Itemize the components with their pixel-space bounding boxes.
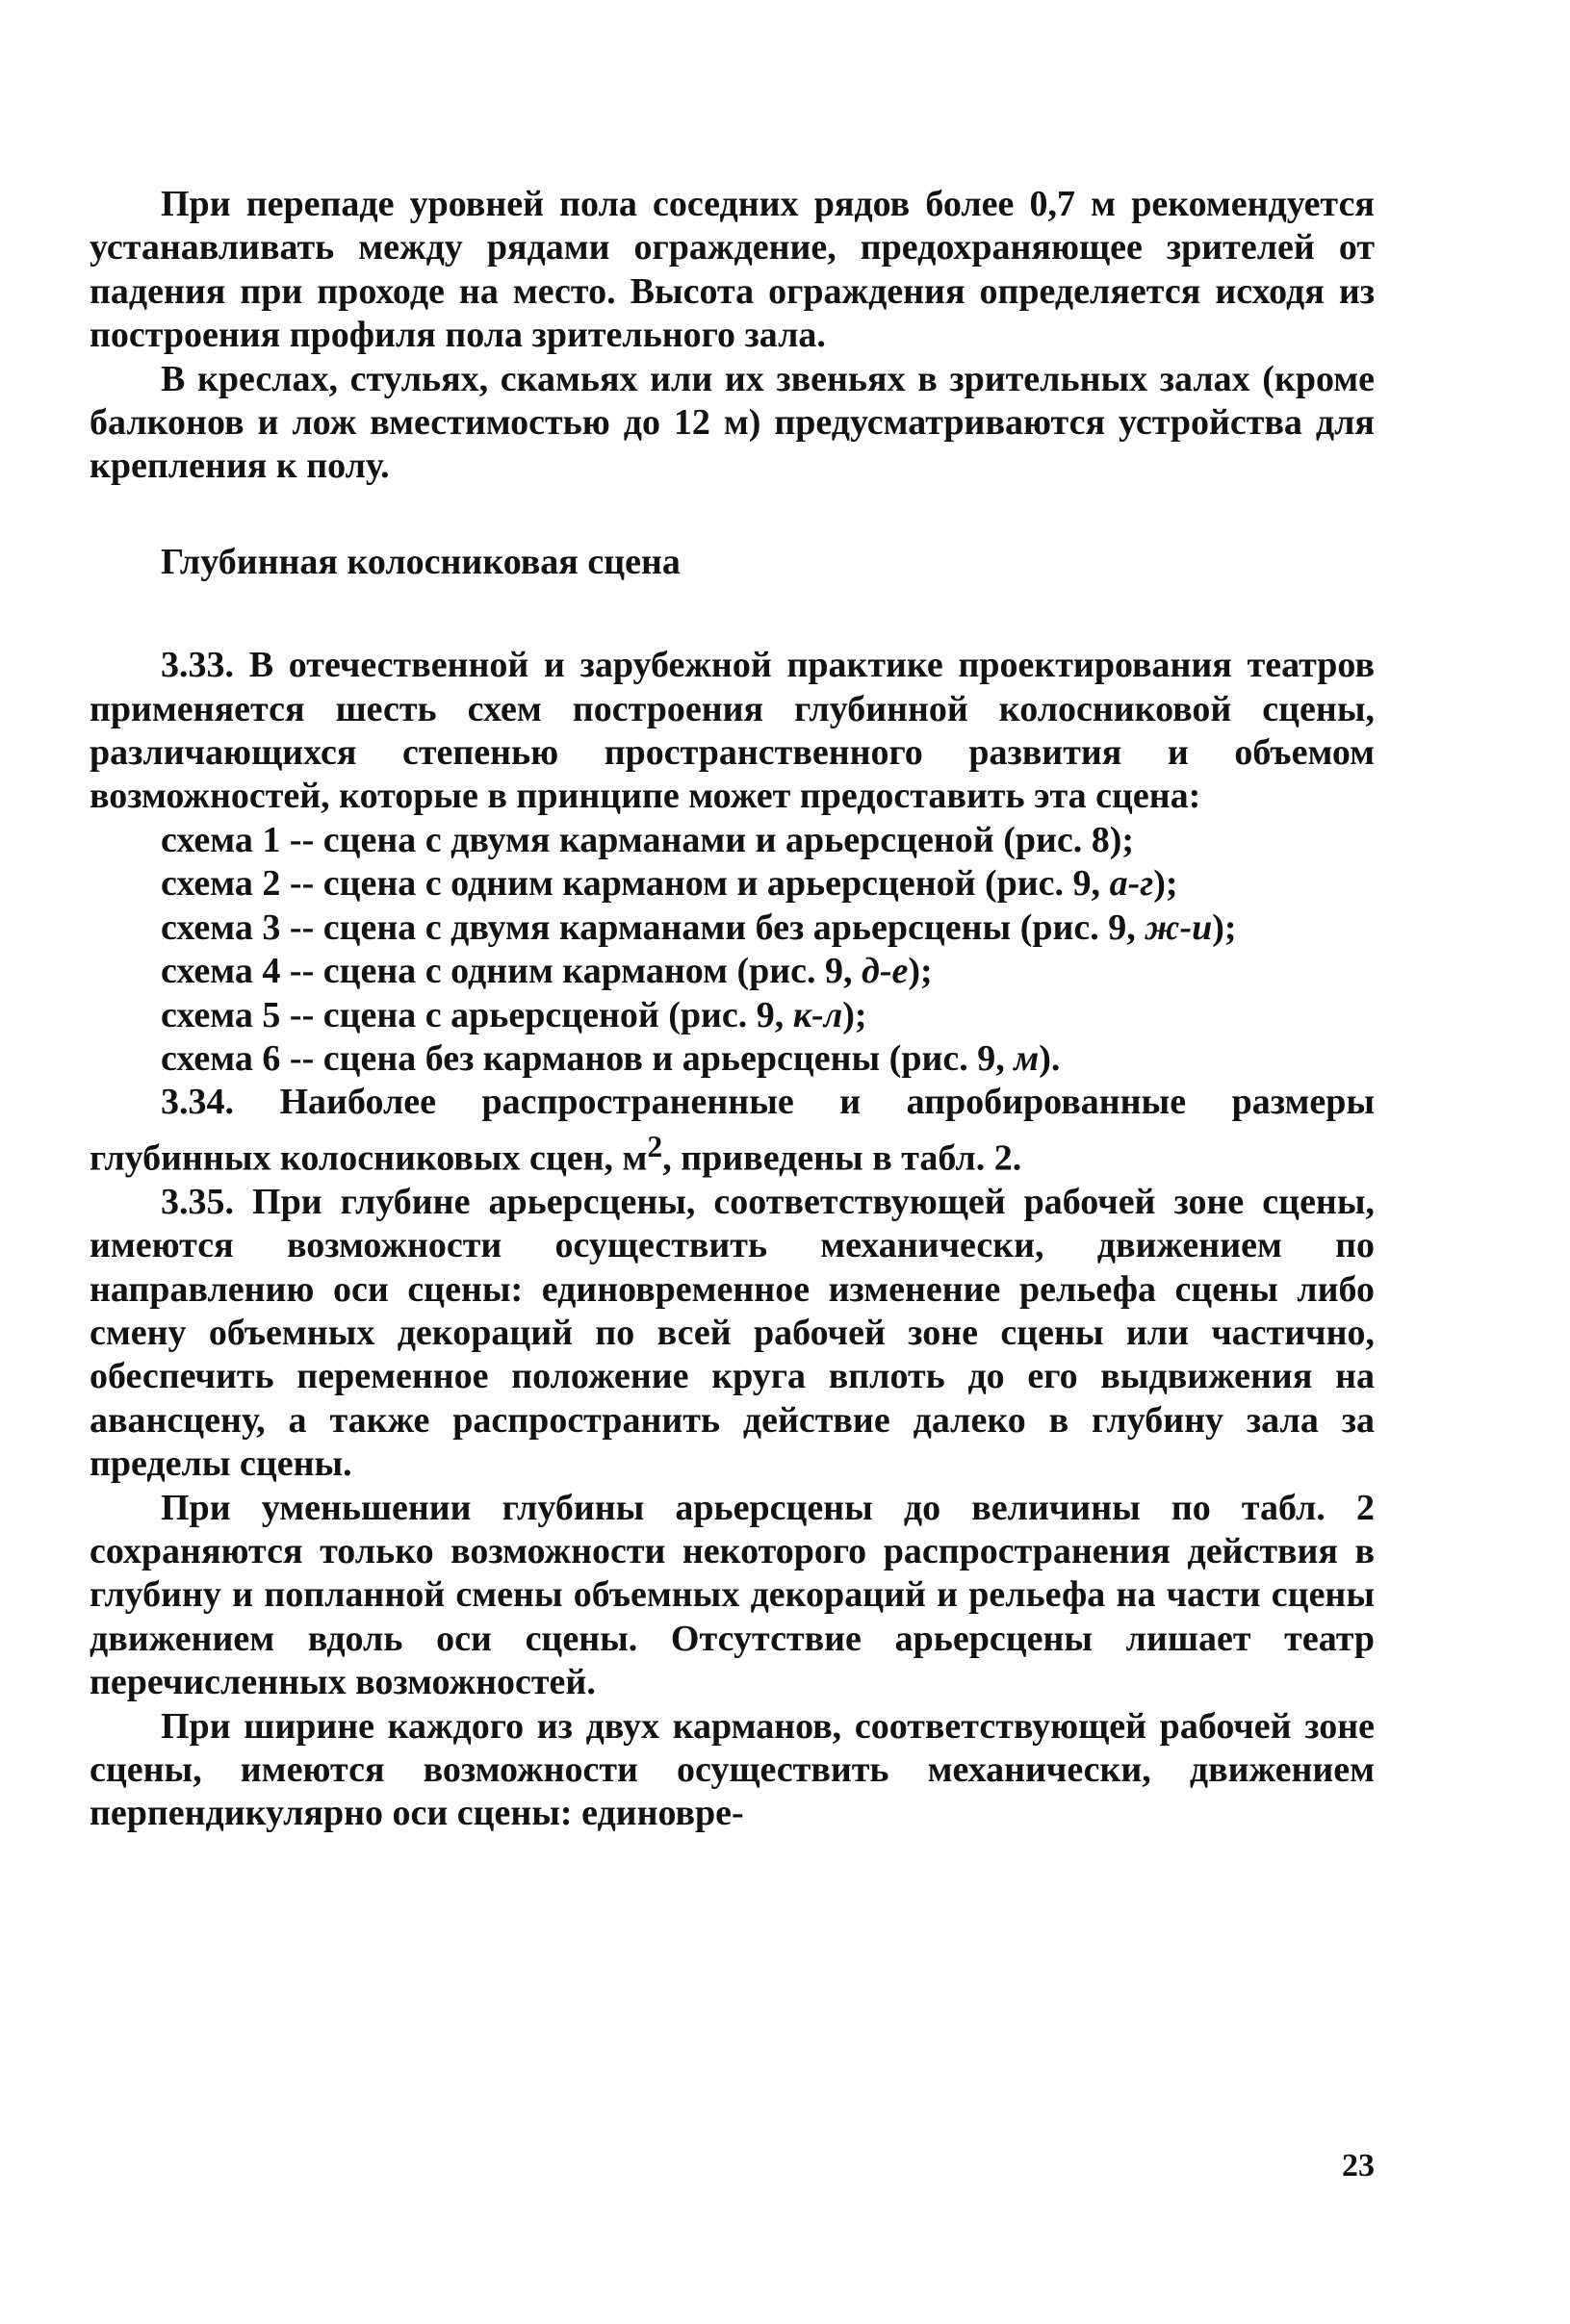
scheme-item-text: схема 4 -- сцена с одним карманом (рис. 9,	[161, 951, 862, 992]
scheme-item-4	[90, 950, 1375, 993]
text-column	[90, 183, 1375, 1836]
scheme-item-text: схема 2 -- сцена с одним карманом и арьерсценой (рис. 9,	[161, 863, 1110, 905]
scheme-item-3	[90, 907, 1375, 950]
intro-paragraph-2: В креслах, стульях, скамьях или их звеньях в зрительных залах (кроме балконов и лож вместимостью до 12 м) предусматриваются устройства для крепления к полу.	[90, 358, 1375, 487]
clause-3-34	[90, 1081, 1375, 1180]
scheme-item-5	[90, 994, 1375, 1037]
scheme-item-text: схема 3 -- сцена с двумя карманами без арьерсцены (рис. 9,	[161, 907, 1145, 948]
scheme-item-text: схема 6 -- сцена без карманов и арьерсцены (рис. 9,	[161, 1037, 1015, 1079]
scheme-item-tail: ).	[1039, 1037, 1061, 1079]
clause-3-33: 3.33. В отечественной и зарубежной практике проектирования театров применяется шесть схем построения глубинной колосниковой сцены, различающихся степенью пространственного развития и объемом возможностей, которые в принципе может предоставить эта сцена:	[90, 645, 1375, 817]
clause-3-34-text: 3.34. Наиболее распространенные и апробированные размеры глубинных колосниковых сцен, м	[90, 1082, 1375, 1179]
scheme-item-1	[90, 819, 1375, 862]
figure-letters: д-е	[862, 951, 909, 992]
figure-letters: к-л	[792, 994, 843, 1035]
scheme-item-tail: );	[1153, 863, 1178, 905]
clause-3-34-tail: , приведены в табл. 2.	[662, 1137, 1022, 1179]
scheme-item-text: схема 1 -- сцена с двумя карманами и арьерсценой (рис. 8);	[161, 819, 1135, 860]
scheme-item-2	[90, 862, 1375, 906]
unit-superscript: 2	[647, 1129, 663, 1163]
section-heading: Глубинная колосниковая сцена	[161, 541, 681, 582]
scheme-item-tail: );	[842, 994, 867, 1035]
scheme-item-tail: );	[1212, 907, 1237, 948]
scheme-item-tail: );	[908, 951, 933, 992]
figure-letters: ж-и	[1145, 907, 1213, 948]
clause-3-35-paragraph-1: 3.35. При глубине арьерсцены, соответствующей рабочей зоне сцены, имеются возможности осуществить механически, движением по направлению оси сцены: единовременное изменение рельефа сцены либо смену объемных декораций по всей рабочей зоне сцены или частично, обеспечить переменное положение круга вплоть до его выдвижения на авансцену, а также распространить действие далеко в глубину зала за пределы сцены.	[90, 1181, 1375, 1485]
clause-3-35-paragraph-2: При уменьшении глубины арьерсцены до величины по табл. 2 сохраняются только возможности некоторого распространения действия в глубину и попланной смены объемных декораций и рельефа на части сцены движением вдоль оси сцены. Отсутствие арьерсцены лишает театр перечисленных возможностей.	[90, 1487, 1375, 1703]
scheme-item-6	[90, 1037, 1375, 1081]
clause-3-35-paragraph-3: При ширине каждого из двух карманов, соответствующей рабочей зоне сцены, имеются возможности осуществить механически, движением перпендикулярно оси сцены: единовре-	[90, 1705, 1375, 1834]
page-number: 23	[1342, 2148, 1375, 2184]
intro-paragraph-1: При перепаде уровней пола соседних рядов более 0,7 м рекомендуется устанавливать между рядами ограждение, предохраняющее зрителей от падения при проходе на место. Высота ограждения определяется исходя из построения профиля пола зрительного зала.	[90, 184, 1375, 356]
figure-letters: а-г	[1109, 863, 1154, 905]
figure-letters: м	[1014, 1037, 1040, 1079]
scheme-item-text: схема 5 -- сцена с арьерсценой (рис. 9,	[161, 994, 793, 1035]
